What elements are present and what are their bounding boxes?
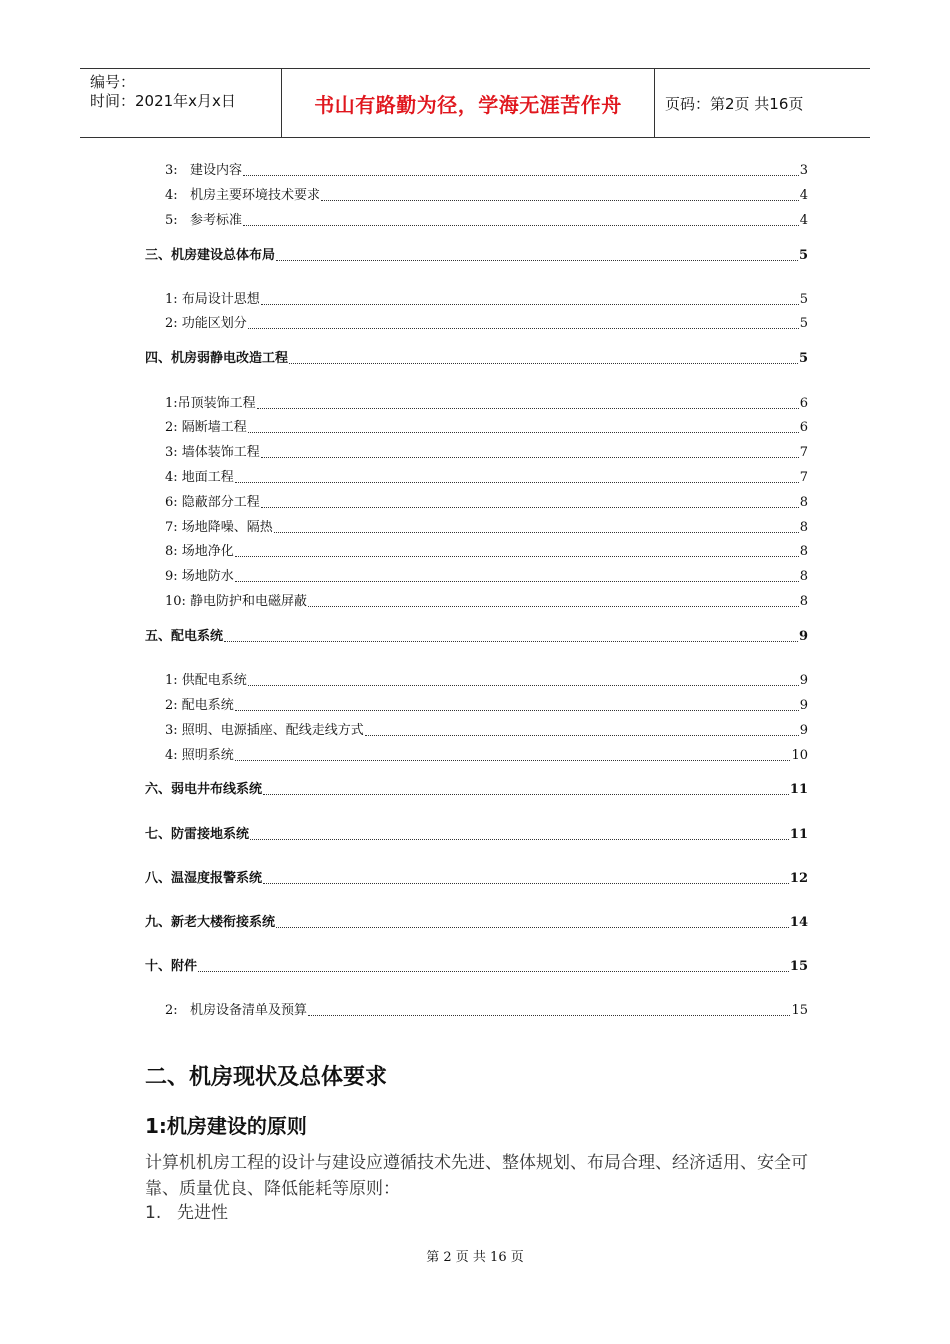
toc-leader xyxy=(198,971,789,972)
toc-entry-page: 11 xyxy=(789,782,808,797)
toc-leader xyxy=(263,883,789,884)
toc-leader xyxy=(276,927,789,928)
toc-entry[interactable] xyxy=(165,593,808,611)
toc-leader xyxy=(250,839,789,840)
toc-entry[interactable] xyxy=(165,494,808,512)
toc-leader xyxy=(261,507,799,508)
page-footer: 第 2 页 共 16 页 xyxy=(426,1250,524,1265)
toc-entry-title: 六、弱电井布线系统 xyxy=(145,782,263,797)
toc-entry[interactable] xyxy=(165,315,808,333)
toc-entry-title: 6: 隐蔽部分工程 xyxy=(165,495,260,510)
toc-entry[interactable] xyxy=(165,672,808,690)
toc-entry[interactable] xyxy=(165,722,808,740)
toc-entry-title: 五、配电系统 xyxy=(145,629,224,644)
toc-section-entry[interactable] xyxy=(145,350,808,368)
toc-entry-title: 3: 建设内容 xyxy=(165,163,243,178)
toc-entry[interactable] xyxy=(165,187,808,205)
toc-leader xyxy=(321,200,799,201)
toc-section-entry[interactable] xyxy=(145,247,808,265)
toc-entry-page: 9 xyxy=(799,673,808,688)
toc-entry-title: 3: 墙体装饰工程 xyxy=(165,445,260,460)
toc-section-entry[interactable] xyxy=(145,870,808,888)
toc-entry-title: 四、机房弱静电改造工程 xyxy=(145,351,289,366)
toc-entry[interactable] xyxy=(165,444,808,462)
header-page-info: 页码：第2页 共16页 xyxy=(665,94,804,113)
toc-entry[interactable] xyxy=(165,395,808,413)
toc-entry-title: 9: 场地防水 xyxy=(165,569,234,584)
toc-entry-page: 8 xyxy=(799,569,808,584)
toc-entry-title: 十、附件 xyxy=(145,959,198,974)
toc-entry-page: 7 xyxy=(799,470,808,485)
toc-entry-title: 1:吊顶装饰工程 xyxy=(165,396,256,411)
document-header xyxy=(80,68,870,138)
toc-entry-page: 8 xyxy=(799,544,808,559)
toc-entry-page: 6 xyxy=(799,396,808,411)
toc-leader xyxy=(248,432,799,433)
toc-entry-title: 8: 场地净化 xyxy=(165,544,234,559)
body-paragraph: 计算机机房工程的设计与建设应遵循技术先进、整体规划、布局合理、经济适用、安全可靠、质量优良、降低能耗等原则： xyxy=(145,1153,808,1199)
toc-entry-page: 15 xyxy=(789,959,808,974)
time-label: 时间：2021年x月x日 xyxy=(90,92,236,110)
toc-leader xyxy=(235,581,799,582)
toc-entry-title: 2: 功能区划分 xyxy=(165,316,247,331)
toc-leader xyxy=(261,457,799,458)
toc-entry-title: 2: 配电系统 xyxy=(165,698,234,713)
toc-leader xyxy=(248,328,799,329)
toc-entry-page: 14 xyxy=(789,915,808,930)
toc-section-entry[interactable] xyxy=(145,628,808,646)
toc-entry-page: 9 xyxy=(798,629,808,644)
toc-entry-title: 三、机房建设总体布局 xyxy=(145,248,276,263)
toc-entry[interactable] xyxy=(165,1002,808,1020)
toc-leader xyxy=(308,606,799,607)
toc-entry-title: 2: 机房设备清单及预算 xyxy=(165,1003,308,1018)
toc-leader xyxy=(243,225,799,226)
toc-section-entry[interactable] xyxy=(145,958,808,976)
toc-entry-title: 1: 供配电系统 xyxy=(165,673,247,688)
toc-entry-title: 4: 地面工程 xyxy=(165,470,234,485)
toc-entry[interactable] xyxy=(165,697,808,715)
toc-entry-page: 5 xyxy=(799,292,808,307)
toc-entry[interactable] xyxy=(165,291,808,309)
toc-entry-page: 9 xyxy=(799,723,808,738)
subsection-heading: 1:机房建设的原则 xyxy=(145,1114,307,1138)
toc-leader xyxy=(224,641,798,642)
toc-entry-title: 7: 场地降噪、隔热 xyxy=(165,520,273,535)
toc-entry-title: 七、防雷接地系统 xyxy=(145,827,250,842)
toc-entry-page: 8 xyxy=(799,520,808,535)
toc-entry-title: 5: 参考标准 xyxy=(165,213,243,228)
toc-entry-page: 5 xyxy=(798,248,808,263)
toc-entry-page: 6 xyxy=(799,420,808,435)
toc-entry-page: 7 xyxy=(799,445,808,460)
section-heading: 二、机房现状及总体要求 xyxy=(145,1065,388,1090)
header-motto: 书山有路勤为径，学海无涯苦作舟 xyxy=(282,69,655,137)
toc-leader xyxy=(243,175,799,176)
toc-entry[interactable] xyxy=(165,747,808,765)
toc-entry-page: 4 xyxy=(799,213,808,228)
toc-section-entry[interactable] xyxy=(145,826,808,844)
toc-leader xyxy=(308,1015,790,1016)
toc-entry-title: 2: 隔断墙工程 xyxy=(165,420,247,435)
toc-leader xyxy=(365,735,799,736)
toc-entry[interactable] xyxy=(165,543,808,561)
toc-leader xyxy=(261,304,799,305)
toc-entry-page: 8 xyxy=(799,495,808,510)
toc-leader xyxy=(289,363,798,364)
toc-entry[interactable] xyxy=(165,419,808,437)
list-item xyxy=(145,1198,228,1223)
toc-entry-page: 9 xyxy=(799,698,808,713)
toc-leader xyxy=(235,482,799,483)
toc-entry[interactable] xyxy=(165,162,808,180)
toc-leader xyxy=(235,760,791,761)
toc-leader xyxy=(263,794,789,795)
toc-entry-title: 八、温湿度报警系统 xyxy=(145,871,263,886)
toc-entry-page: 3 xyxy=(799,163,808,178)
toc-entry-page: 4 xyxy=(799,188,808,203)
toc-entry-title: 4: 照明系统 xyxy=(165,748,234,763)
toc-section-entry[interactable] xyxy=(145,781,808,799)
toc-entry[interactable] xyxy=(165,568,808,586)
toc-entry[interactable] xyxy=(165,212,808,230)
toc-entry-title: 3: 照明、电源插座、配线走线方式 xyxy=(165,723,364,738)
toc-leader xyxy=(235,556,799,557)
toc-entry-page: 8 xyxy=(799,594,808,609)
toc-leader xyxy=(235,710,799,711)
toc-leader xyxy=(257,408,799,409)
toc-entry-title: 10: 静电防护和电磁屏蔽 xyxy=(165,594,308,609)
number-label: 编号： xyxy=(90,73,136,91)
toc-section-entry[interactable] xyxy=(145,914,808,932)
toc-entry-title: 4: 机房主要环境技术要求 xyxy=(165,188,321,203)
header-meta-cell xyxy=(80,69,282,137)
toc-leader xyxy=(276,260,798,261)
toc-entry-title: 1: 布局设计思想 xyxy=(165,292,260,307)
toc-entry-page: 12 xyxy=(789,871,808,886)
toc-entry[interactable] xyxy=(165,469,808,487)
toc-entry-page: 15 xyxy=(791,1003,808,1018)
toc-entry-page: 5 xyxy=(798,351,808,366)
toc-entry-page: 5 xyxy=(799,316,808,331)
list-item-number: 1. xyxy=(145,1203,162,1223)
toc-entry-title: 九、新老大楼衔接系统 xyxy=(145,915,276,930)
toc-leader xyxy=(274,532,799,533)
list-item-text: 先进性 xyxy=(177,1203,228,1223)
toc-entry[interactable] xyxy=(165,519,808,537)
toc-entry-page: 11 xyxy=(789,827,808,842)
toc-entry-page: 10 xyxy=(791,748,808,763)
toc-leader xyxy=(248,685,799,686)
